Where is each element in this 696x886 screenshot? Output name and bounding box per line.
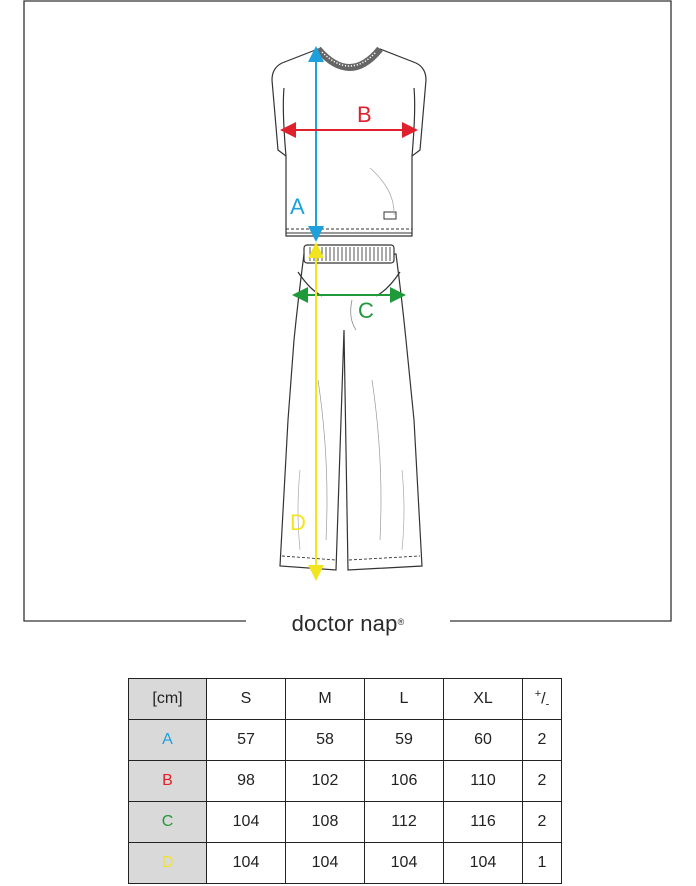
header-size-l: L bbox=[365, 679, 444, 720]
table-row bbox=[129, 720, 562, 761]
table-header-row bbox=[129, 679, 562, 720]
table-cell: 104 bbox=[286, 843, 365, 884]
measure-d-label: D bbox=[290, 510, 306, 535]
table-cell: 110 bbox=[444, 761, 523, 802]
table-row bbox=[129, 802, 562, 843]
measure-a-label: A bbox=[290, 194, 305, 219]
measure-b-label: B bbox=[357, 102, 372, 127]
table-cell: 104 bbox=[207, 802, 286, 843]
table-cell: 104 bbox=[365, 843, 444, 884]
table-cell: 60 bbox=[444, 720, 523, 761]
measure-c-label: C bbox=[358, 298, 374, 323]
table-cell: 58 bbox=[286, 720, 365, 761]
header-unit: [cm] bbox=[129, 679, 207, 720]
header-size-xl: XL bbox=[444, 679, 523, 720]
table-row bbox=[129, 761, 562, 802]
table-cell: 112 bbox=[365, 802, 444, 843]
table-cell: 104 bbox=[207, 843, 286, 884]
table-cell: 57 bbox=[207, 720, 286, 761]
row-label-a: A bbox=[129, 720, 207, 761]
table-cell: 104 bbox=[444, 843, 523, 884]
tolerance-cell: 1 bbox=[523, 843, 562, 884]
table-cell: 98 bbox=[207, 761, 286, 802]
header-tolerance: $^+/_-$ bbox=[523, 679, 562, 720]
header-size-s: S bbox=[207, 679, 286, 720]
row-label-d: D bbox=[129, 843, 207, 884]
table-cell: 116 bbox=[444, 802, 523, 843]
table-cell: 102 bbox=[286, 761, 365, 802]
brand-name: doctor nap bbox=[291, 611, 398, 636]
brand-logo bbox=[248, 606, 448, 642]
row-label-c: C bbox=[129, 802, 207, 843]
table-cell: 106 bbox=[365, 761, 444, 802]
table-cell: 108 bbox=[286, 802, 365, 843]
header-size-m: M bbox=[286, 679, 365, 720]
size-table bbox=[128, 678, 562, 884]
tolerance-cell: 2 bbox=[523, 802, 562, 843]
tolerance-cell: 2 bbox=[523, 761, 562, 802]
table-row bbox=[129, 843, 562, 884]
table-cell: 59 bbox=[365, 720, 444, 761]
row-label-b: B bbox=[129, 761, 207, 802]
registered-mark: ® bbox=[397, 617, 405, 627]
tolerance-cell: 2 bbox=[523, 720, 562, 761]
